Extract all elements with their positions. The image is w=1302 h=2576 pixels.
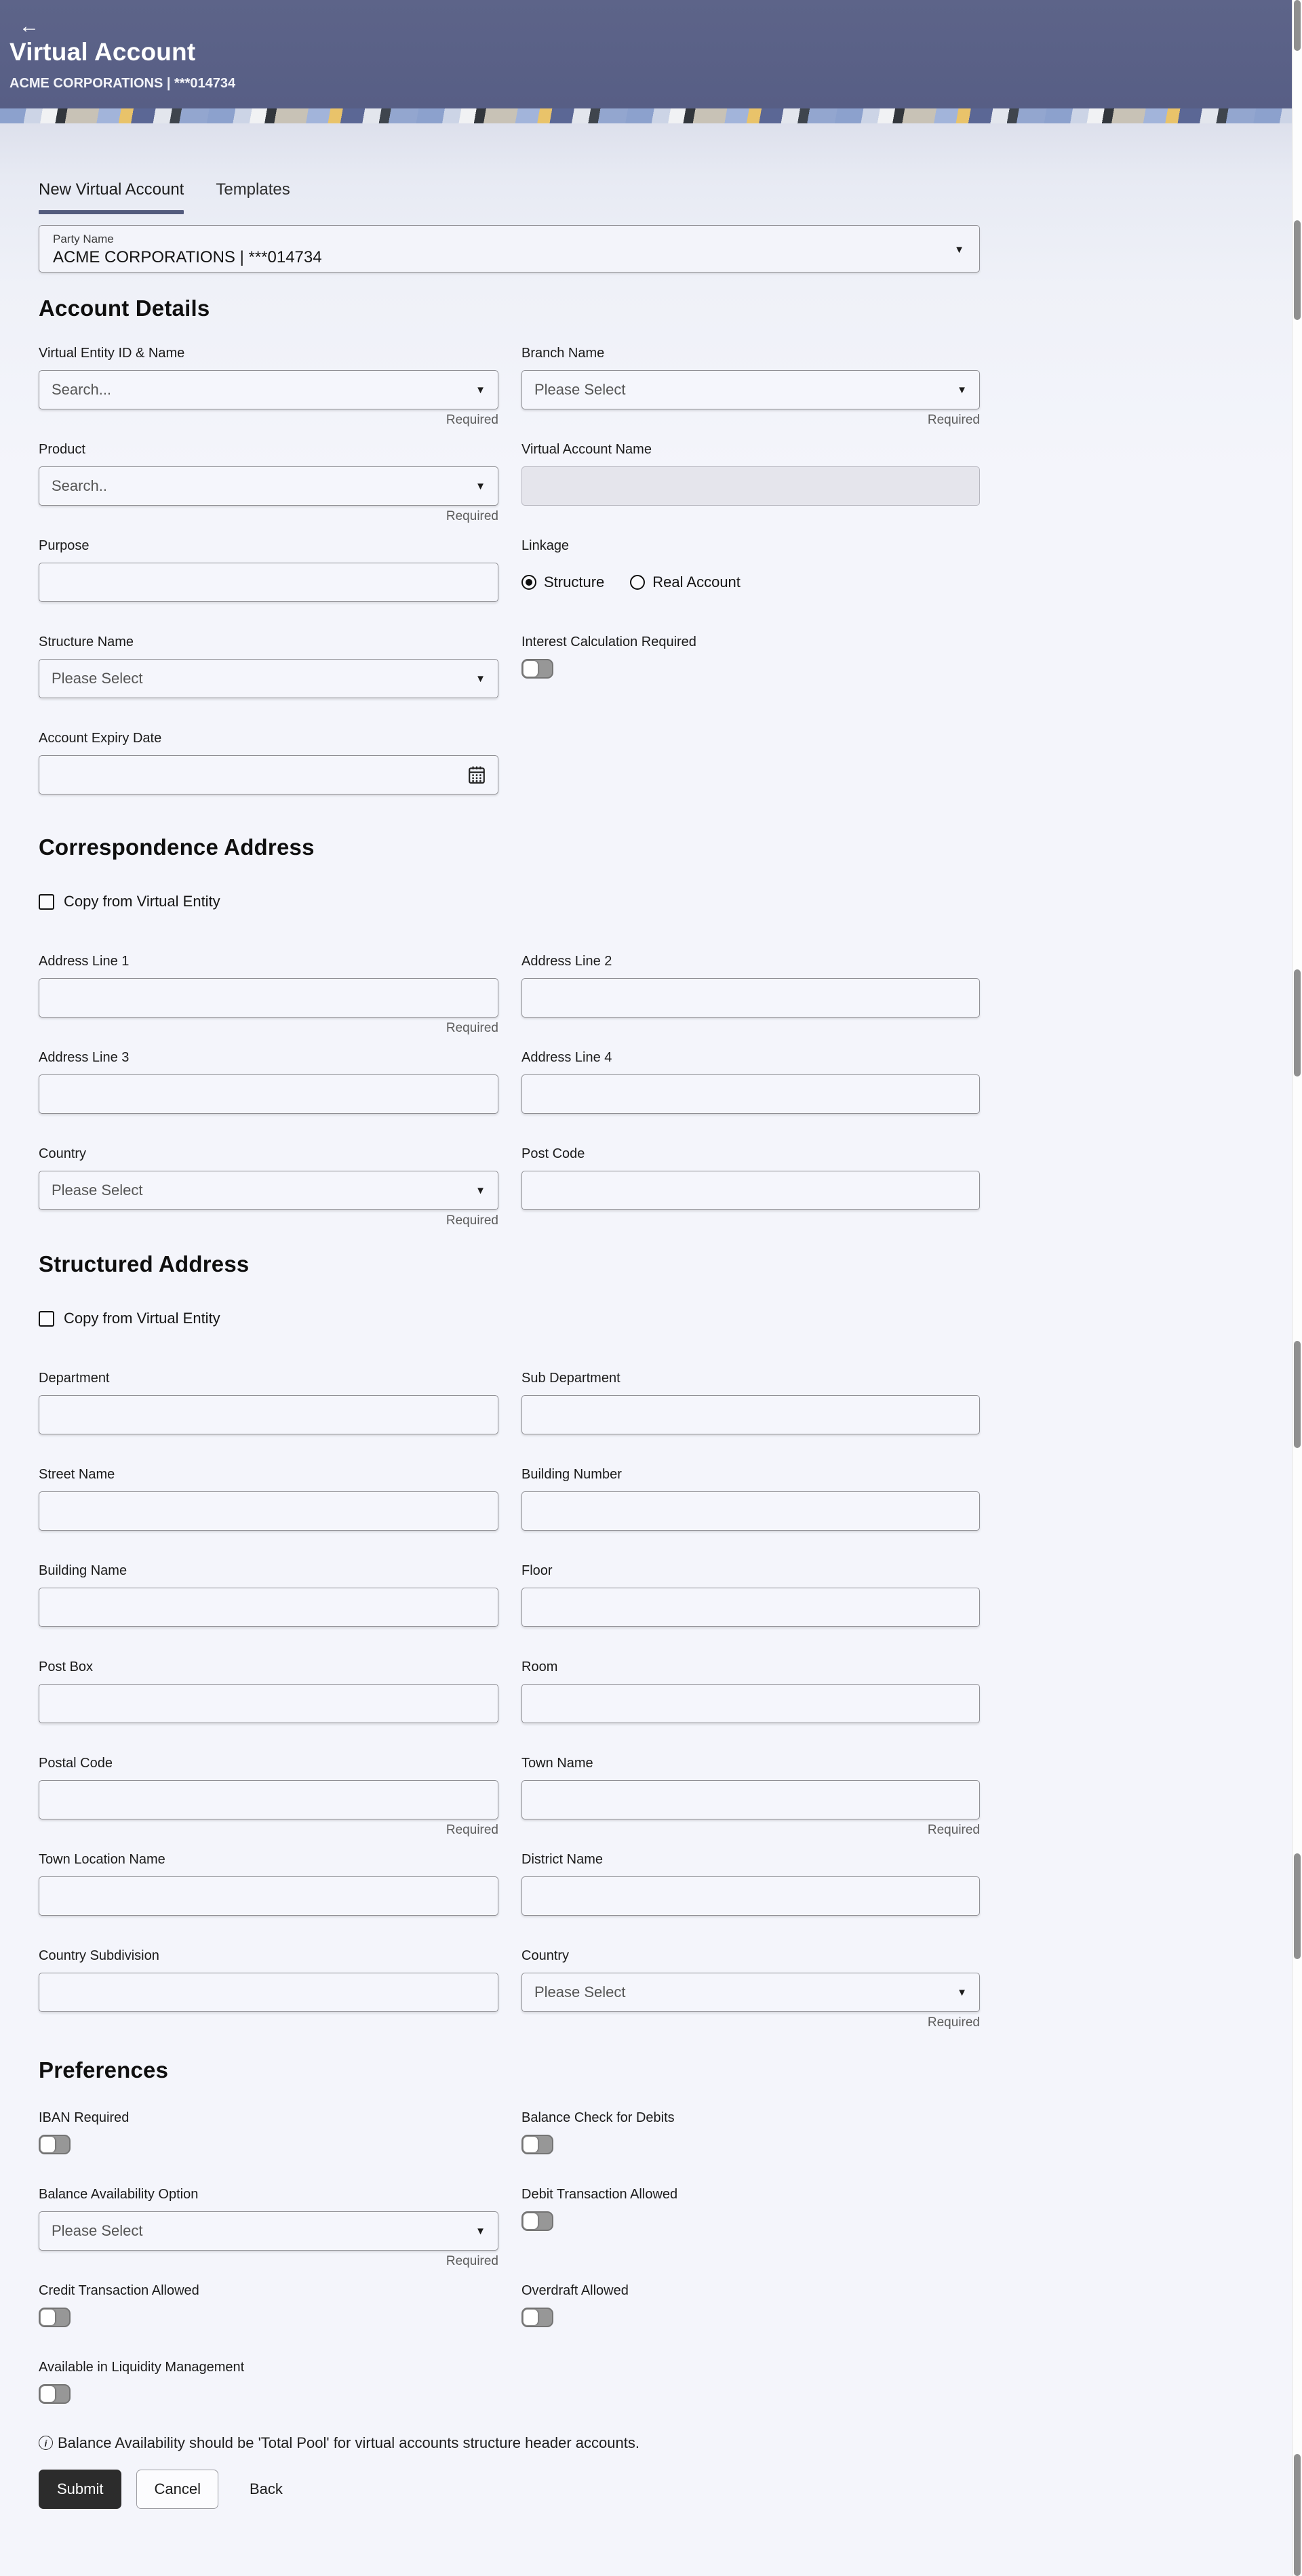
section-title-correspondence-address: Correspondence Address (39, 834, 315, 860)
building-name-input[interactable] (39, 1588, 498, 1627)
radio-checked-icon[interactable] (521, 575, 536, 590)
scrollbar-thumb[interactable] (1294, 220, 1301, 320)
branch-name-select[interactable]: Please Select ▼ (521, 370, 980, 409)
correspondence-copy-checkbox[interactable] (39, 894, 54, 910)
required-hint: Required (446, 509, 498, 523)
address-line-3-label: Address Line 3 (39, 1050, 130, 1065)
correspondence-copy-label: Copy from Virtual Entity (64, 893, 220, 910)
linkage-radio-group (521, 563, 980, 602)
post-code-label: Post Code (521, 1146, 585, 1161)
chevron-down-icon: ▼ (475, 2225, 486, 2237)
page-subtitle: ACME CORPORATIONS | ***014734 (9, 76, 236, 91)
town-name-input[interactable] (521, 1780, 980, 1819)
department-input[interactable] (39, 1395, 498, 1434)
chevron-down-icon: ▼ (475, 480, 486, 492)
scrollbar-track[interactable] (1292, 0, 1302, 2576)
post-box-label: Post Box (39, 1659, 94, 1674)
party-name-label: Party Name (53, 233, 114, 245)
required-hint: Required (927, 413, 980, 427)
required-hint: Required (446, 2254, 498, 2268)
debit-transaction-allowed-label: Debit Transaction Allowed (521, 2187, 678, 2202)
product-select[interactable]: Search.. ▼ (39, 466, 498, 506)
building-name-label: Building Name (39, 1563, 127, 1578)
tab-bar (39, 180, 980, 214)
street-name-label: Street Name (39, 1467, 115, 1482)
scrollbar-thumb[interactable] (1294, 1341, 1301, 1448)
linkage-structure-option[interactable]: Structure (521, 573, 604, 591)
calendar-icon[interactable] (468, 765, 486, 784)
account-expiry-date-input[interactable] (39, 755, 498, 794)
interest-calculation-toggle[interactable] (521, 659, 553, 679)
building-number-input[interactable] (521, 1491, 980, 1531)
chevron-down-icon: ▼ (954, 244, 964, 256)
branch-name-label: Branch Name (521, 346, 605, 361)
address-line-3-input[interactable] (39, 1074, 498, 1114)
chevron-down-icon: ▼ (475, 1184, 486, 1196)
section-title-preferences: Preferences (39, 2057, 169, 2082)
back-arrow-icon[interactable]: ← (19, 15, 39, 37)
available-in-liquidity-management-toggle[interactable] (39, 2384, 71, 2404)
virtual-account-name-input (521, 466, 980, 506)
required-hint: Required (927, 1823, 980, 1837)
floor-label: Floor (521, 1563, 553, 1578)
address-line-4-input[interactable] (521, 1074, 980, 1114)
correspondence-country-select[interactable]: Please Select ▼ (39, 1171, 498, 1210)
street-name-input[interactable] (39, 1491, 498, 1531)
chevron-down-icon: ▼ (475, 672, 486, 685)
town-location-name-input[interactable] (39, 1876, 498, 1916)
country-subdivision-label: Country Subdivision (39, 1948, 159, 1963)
submit-button[interactable]: Submit (39, 2470, 121, 2509)
district-name-input[interactable] (521, 1876, 980, 1916)
party-name-value: ACME CORPORATIONS | ***014734 (53, 248, 322, 266)
info-icon: i (39, 2436, 53, 2450)
postal-code-label: Postal Code (39, 1756, 113, 1771)
page-title: Virtual Account (9, 38, 196, 66)
sub-department-label: Sub Department (521, 1371, 620, 1386)
decorative-collage-strip (0, 108, 1292, 123)
address-line-4-label: Address Line 4 (521, 1050, 612, 1065)
post-box-input[interactable] (39, 1684, 498, 1723)
town-name-label: Town Name (521, 1756, 593, 1771)
purpose-input[interactable] (39, 563, 498, 602)
linkage-label: Linkage (521, 538, 570, 553)
structure-name-select[interactable]: Please Select ▼ (39, 659, 498, 698)
action-buttons (39, 2470, 980, 2509)
postal-code-input[interactable] (39, 1780, 498, 1819)
required-hint: Required (927, 2015, 980, 2030)
overdraft-allowed-label: Overdraft Allowed (521, 2283, 629, 2298)
info-message (39, 2434, 980, 2452)
structure-name-label: Structure Name (39, 635, 134, 649)
debit-transaction-allowed-toggle[interactable] (521, 2211, 553, 2231)
tab-templates[interactable]: Templates (216, 180, 290, 199)
chevron-down-icon: ▼ (475, 384, 486, 396)
required-hint: Required (446, 413, 498, 427)
scrollbar-thumb[interactable] (1294, 1853, 1301, 1959)
account-expiry-date-label: Account Expiry Date (39, 731, 162, 746)
chevron-down-icon: ▼ (957, 384, 967, 396)
required-hint: Required (446, 1213, 498, 1228)
scrollbar-thumb[interactable] (1294, 0, 1301, 51)
linkage-real-account-option[interactable]: Real Account (630, 573, 741, 591)
available-in-liquidity-management-label: Available in Liquidity Management (39, 2360, 245, 2375)
tab-new-virtual-account[interactable]: New Virtual Account (39, 180, 184, 214)
balance-availability-option-select[interactable]: Please Select ▼ (39, 2211, 498, 2251)
correspondence-country-label: Country (39, 1146, 87, 1161)
address-line-1-input[interactable] (39, 978, 498, 1018)
structured-copy-checkbox[interactable] (39, 1311, 54, 1327)
credit-transaction-allowed-toggle[interactable] (39, 2308, 71, 2327)
required-hint: Required (446, 1021, 498, 1035)
district-name-label: District Name (521, 1852, 604, 1867)
virtual-entity-select[interactable]: Search... ▼ (39, 370, 498, 409)
department-label: Department (39, 1371, 110, 1386)
address-line-1-label: Address Line 1 (39, 954, 130, 969)
virtual-entity-label: Virtual Entity ID & Name (39, 346, 185, 361)
room-input[interactable] (521, 1684, 980, 1723)
chevron-down-icon: ▼ (957, 1986, 967, 1998)
address-line-2-input[interactable] (521, 978, 980, 1018)
sub-department-input[interactable] (521, 1395, 980, 1434)
credit-transaction-allowed-label: Credit Transaction Allowed (39, 2283, 199, 2298)
virtual-account-name-label: Virtual Account Name (521, 442, 652, 457)
structured-country-label: Country (521, 1948, 570, 1963)
interest-calculation-label: Interest Calculation Required (521, 635, 696, 649)
balance-check-for-debits-label: Balance Check for Debits (521, 2110, 675, 2125)
cancel-button[interactable]: Cancel (136, 2470, 218, 2509)
info-text: Balance Availability should be 'Total Pool' for virtual accounts structure header accounts. (58, 2434, 639, 2451)
overdraft-allowed-toggle[interactable] (521, 2308, 553, 2327)
scrollbar-thumb[interactable] (1294, 2454, 1301, 2576)
iban-required-toggle[interactable] (39, 2135, 71, 2154)
structured-country-select[interactable]: Please Select ▼ (521, 1973, 980, 2012)
floor-input[interactable] (521, 1588, 980, 1627)
app-header (0, 0, 1292, 108)
balance-availability-option-label: Balance Availability Option (39, 2187, 199, 2202)
product-label: Product (39, 442, 85, 457)
room-label: Room (521, 1659, 558, 1674)
scrollbar-thumb[interactable] (1294, 969, 1301, 1076)
required-hint: Required (446, 1823, 498, 1837)
post-code-input[interactable] (521, 1171, 980, 1210)
purpose-label: Purpose (39, 538, 90, 553)
building-number-label: Building Number (521, 1467, 622, 1482)
party-name-select[interactable] (39, 225, 980, 273)
structured-copy-label: Copy from Virtual Entity (64, 1310, 220, 1327)
town-location-name-label: Town Location Name (39, 1852, 165, 1867)
back-button[interactable]: Back (249, 2480, 283, 2497)
radio-unchecked-icon[interactable] (630, 575, 645, 590)
balance-check-for-debits-toggle[interactable] (521, 2135, 553, 2154)
country-subdivision-input[interactable] (39, 1973, 498, 2012)
address-line-2-label: Address Line 2 (521, 954, 612, 969)
section-title-structured-address: Structured Address (39, 1251, 250, 1276)
section-title-account-details: Account Details (39, 296, 210, 321)
iban-required-label: IBAN Required (39, 2110, 130, 2125)
